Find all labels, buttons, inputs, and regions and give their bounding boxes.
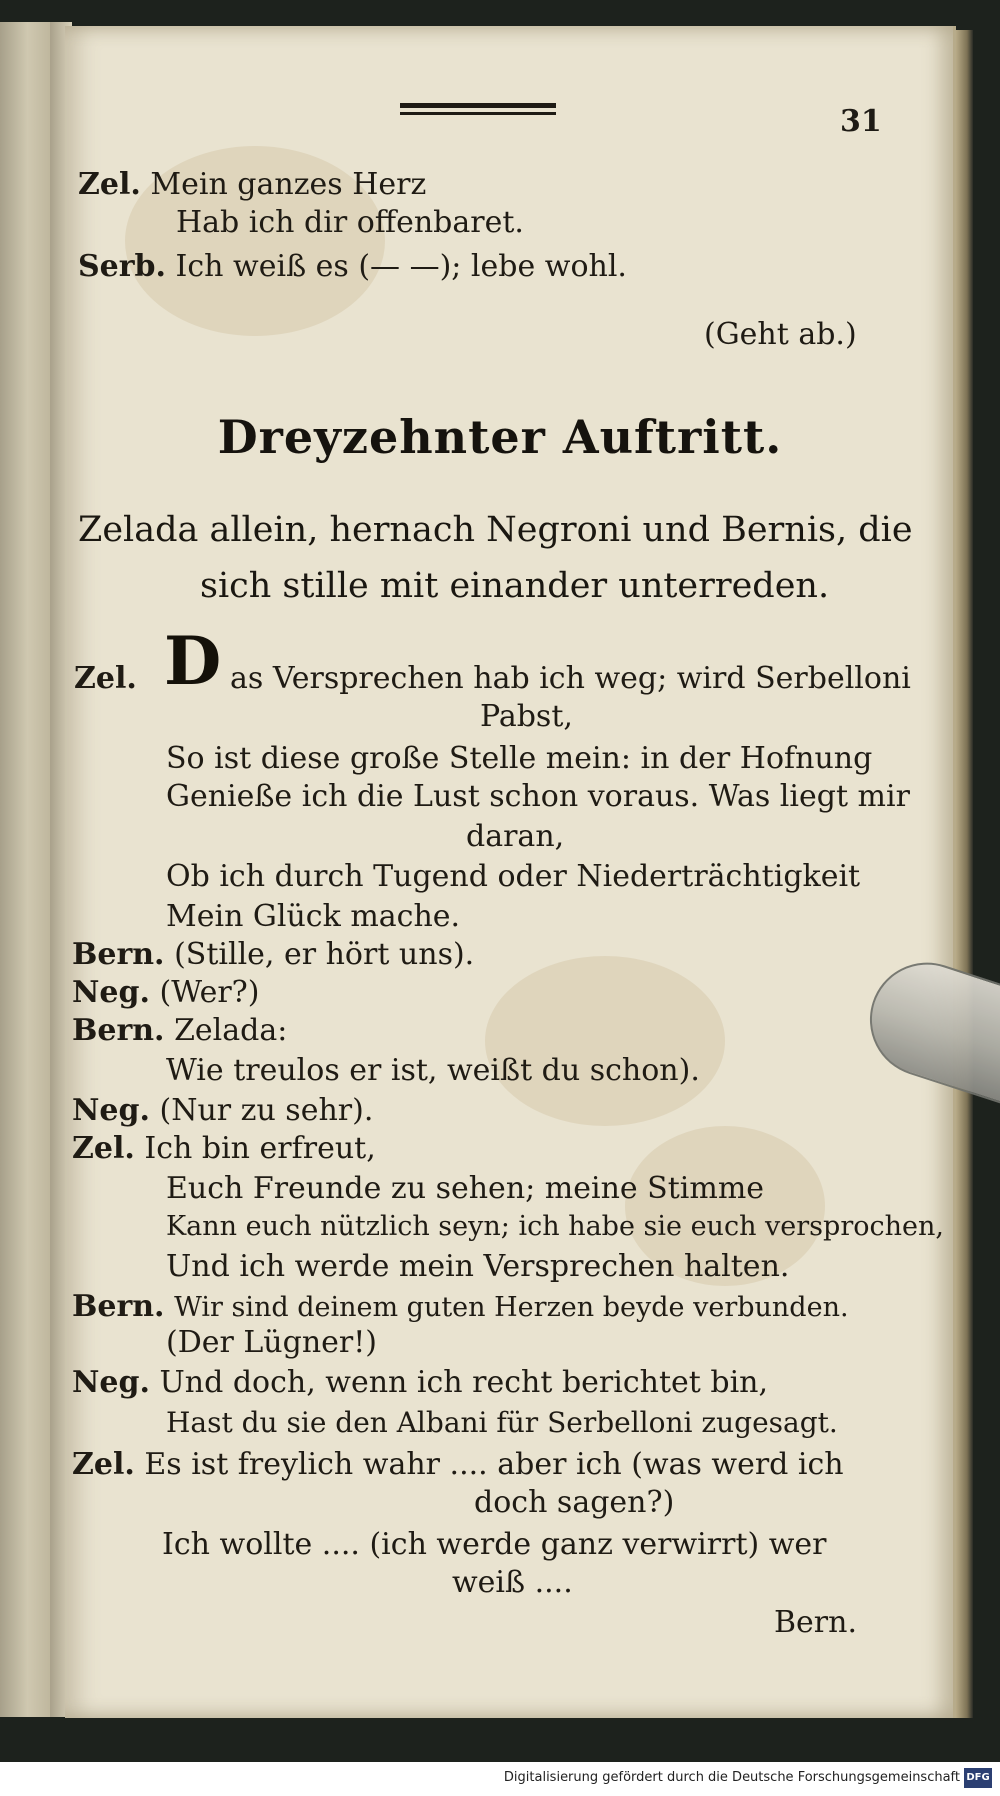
- speaker-label: Serb.: [78, 249, 166, 284]
- dialogue-line: Hast du sie den Albani für Serbelloni zugesagt.: [166, 1406, 838, 1439]
- dialogue-line: [72, 1364, 768, 1402]
- dialogue-line: Ob ich durch Tugend oder Niederträchtigkeit: [166, 859, 861, 894]
- speaker-label: Zel.: [74, 661, 137, 696]
- speaker-label: Bern.: [72, 1013, 165, 1048]
- dialogue-line: weiß ....: [452, 1565, 573, 1600]
- dialogue-line: [72, 1012, 287, 1050]
- dialogue-line: [176, 204, 524, 242]
- dialogue-text: (Nur zu sehr).: [159, 1093, 374, 1128]
- speaker-label: Zel.: [78, 167, 141, 202]
- dialogue-text: (Wer?): [159, 975, 260, 1010]
- dialogue-text: Zelada:: [174, 1013, 288, 1048]
- dialogue-line: Euch Freunde zu sehen; meine Stimme: [166, 1171, 765, 1206]
- dialogue-line: [72, 936, 474, 974]
- dialogue-text: Und doch, wenn ich recht berichtet bin,: [159, 1365, 769, 1400]
- speaker-label: Bern.: [72, 1289, 165, 1324]
- footer-bar: [0, 1762, 1000, 1796]
- dialogue-text: Wir sind deinem guten Herzen beyde verbunden.: [174, 1292, 849, 1323]
- dialogue-text: Ich weiß es (— —); lebe wohl.: [175, 249, 627, 284]
- dialogue-line: Mein Glück mache.: [166, 899, 461, 934]
- dialogue-text: as Versprechen hab ich weg; wird Serbelloni: [230, 661, 911, 696]
- footer-credit: Digitalisierung gefördert durch die Deutsche Forschungsgemeinschaft: [503, 1770, 960, 1785]
- header-rule: [400, 103, 556, 108]
- speaker-label: Zel.: [72, 1447, 135, 1482]
- catchword: Bern.: [774, 1605, 857, 1640]
- dialogue-line: daran,: [466, 819, 565, 854]
- speaker-label: Bern.: [72, 937, 165, 972]
- dialogue-text: Mein ganzes Herz: [150, 167, 427, 202]
- header-rule-second: [400, 112, 556, 115]
- paper-stain: [485, 956, 725, 1126]
- dialogue-line: Pabst,: [480, 699, 573, 734]
- page-stack-edge: [953, 30, 973, 1718]
- dialogue-line: Wie treulos er ist, weißt du schon).: [166, 1053, 700, 1088]
- dialogue-line: [72, 1446, 844, 1484]
- drop-cap: D: [164, 622, 222, 700]
- dfg-logo: DFG: [964, 1768, 992, 1788]
- speaker-label: Neg.: [72, 975, 150, 1010]
- dialogue-line: [74, 660, 911, 698]
- dialogue-text: Hab ich dir offenbaret.: [176, 205, 524, 240]
- dialogue-line: Kann euch nützlich seyn; ich habe sie euch versprochen,: [166, 1211, 944, 1242]
- scene-title: Dreyzehnter Auftritt.: [217, 410, 783, 464]
- dialogue-line: [72, 974, 259, 1012]
- dialogue-text: Ich bin erfreut,: [144, 1131, 376, 1166]
- stage-direction: (Geht ab.): [704, 317, 857, 352]
- dialogue-line: Genieße ich die Lust schon voraus. Was liegt mir: [166, 779, 910, 814]
- page-number: 31: [840, 104, 882, 139]
- speaker-label: Neg.: [72, 1365, 150, 1400]
- dialogue-line: (Der Lügner!): [166, 1325, 378, 1360]
- dialogue-text: (Stille, er hört uns).: [174, 937, 475, 972]
- dialogue-line: [72, 1092, 373, 1130]
- dialogue-text: Es ist freylich wahr .... aber ich (was werd ich: [144, 1447, 844, 1482]
- scene-persons-line: Zelada allein, hernach Negroni und Bernis, die: [78, 510, 913, 550]
- speaker-label: Zel.: [72, 1131, 135, 1166]
- dialogue-line: [78, 166, 426, 204]
- dialogue-line: Ich wollte .... (ich werde ganz verwirrt) wer: [162, 1527, 827, 1562]
- speaker-label: Neg.: [72, 1093, 150, 1128]
- dialogue-line: [72, 1130, 376, 1168]
- left-page-edge: [0, 22, 51, 1717]
- scene-persons-line: sich stille mit einander unterreden.: [200, 566, 830, 606]
- dialogue-line: doch sagen?): [474, 1485, 675, 1520]
- dialogue-line: Und ich werde mein Versprechen halten.: [166, 1249, 790, 1284]
- dialogue-line: [78, 248, 627, 286]
- dialogue-line: [72, 1288, 849, 1327]
- dialogue-line: So ist diese große Stelle mein: in der Hofnung: [166, 741, 873, 776]
